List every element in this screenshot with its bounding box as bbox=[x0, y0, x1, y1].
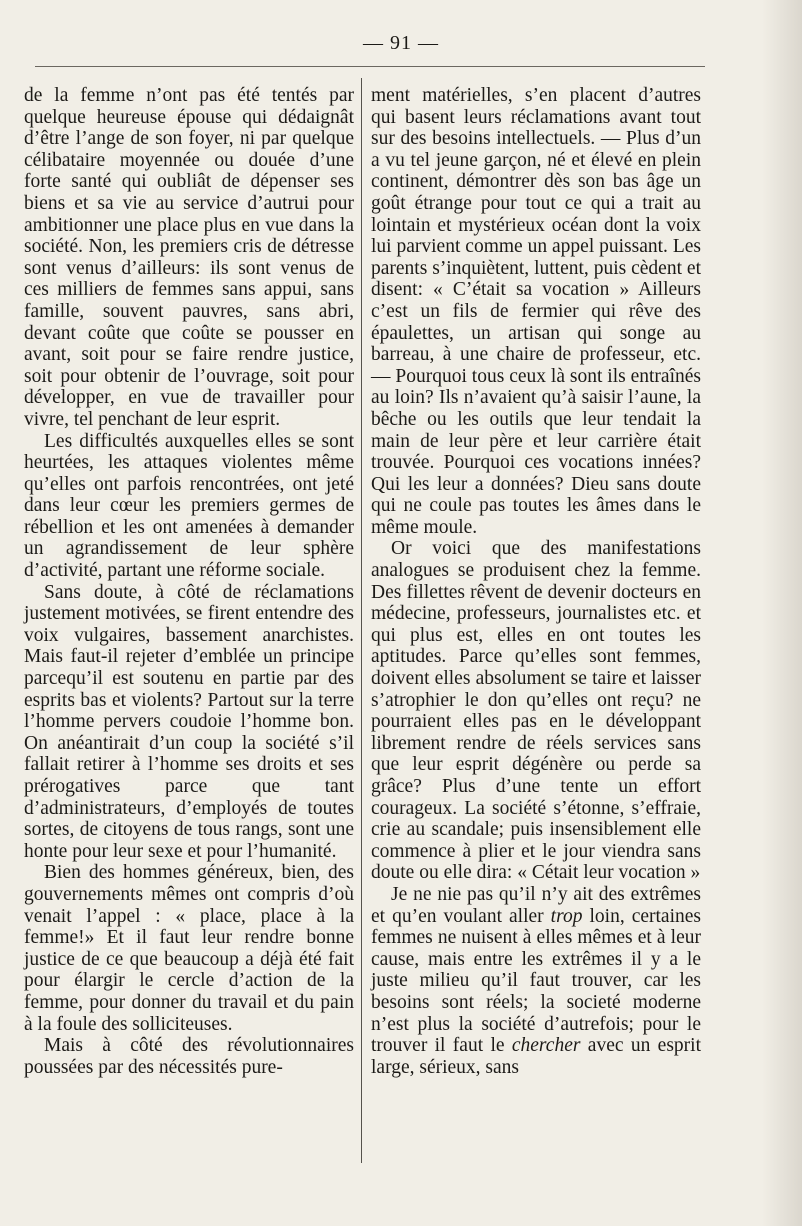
paragraph: Mais à côté des révolutionnaires poussées par des nécessités pure- bbox=[24, 1035, 354, 1078]
column-divider bbox=[361, 78, 362, 1163]
paragraph: Bien des hommes généreux, bien, des gouvernements mêmes ont compris d’où venait l’appel : « place, place à la femme!» Et il faut leur rendre bonne justice de ce que beaucoup a déjà été fait pour élargir le cercle d’action de la femme, pour donner du travail et du pain à la foule des solliciteuses. bbox=[24, 862, 354, 1035]
paragraph: Sans doute, à côté de réclamations justement motivées, se firent entendre des voix vulgaires, bassement anarchistes. Mais faut-il rejeter d’emblée un principe parcequ’il est soutenu en partie par des esprits bas et violents? Partout sur la terre l’homme pervers coudoie l’homme bon. On anéantirait d’un coup la société s’il fallait retirer à l’homme ses droits et ses prérogatives parce que tant d’administrateurs, d’employés de toutes sortes, de citoyens de tous rangs, sont une honte pour leur sexe et pour l’humanité. bbox=[24, 581, 354, 862]
page-edge-shading bbox=[762, 0, 802, 1226]
paragraph: Or voici que des manifestations analogues se produisent chez la femme. Des fillettes rêvent de devenir docteurs en médecine, professeurs, journalistes etc. et qui plus est, elles en ont toutes les aptitudes. Parce qu’elles sont femmes, doivent elles absolument se taire et laisser s’atrophier le don qu’elles ont reçu? ne pourraient elles pas en le développant librement rendre de réels services sans que leur esprit dégénère ou perde sa grâce? Plus d’une tente un effort courageux. La société s’étonne, s’effraie, crie au scandale; puis insensiblement elle commence à plier et le jour viendra sans doute ou elle dira: « Cétait leur vocation » bbox=[371, 538, 701, 884]
left-column bbox=[24, 85, 354, 1078]
italic-word: chercher bbox=[511, 1035, 581, 1057]
paragraph bbox=[371, 884, 701, 1078]
right-column bbox=[371, 85, 701, 1078]
italic-word: trop bbox=[550, 905, 583, 927]
paragraph: de la femme n’ont pas été tentés par quelque heureuse épouse qui dédaignât d’être l’ange de son foyer, ni par quelque célibataire moyennée ou douée d’une forte santé qui oubliât de dépenser ses biens et sa vie au service d’autrui pour ambitionner une place plus en vue dans la société. Non, les premiers cris de détresse sont venus d’ailleurs: ils sont venus de ces milliers de femmes sans appui, sans famille, souvent pauvres, sans abri, devant coûte que coûte se pousser en avant, soit pour se faire rendre justice, soit pour obtenir de l’ouvrage, soit pour développer, en vue de travailler pour vivre, tel penchant de leur esprit. bbox=[24, 85, 354, 430]
text-run: loin, certaines femmes ne nuisent à elles mêmes et à leur cause, mais entre les extrêmes il y a le juste milieu qu’il faut trouver, car les besoins sont réels; la societé moderne n’est plus la société d’autrefois; pour le trouver il faut le bbox=[371, 905, 701, 1057]
paragraph: ment matérielles, s’en placent d’autres qui basent leurs réclamations avant tout sur des besoins intellectuels. — Plus d’un a vu tel jeune garçon, né et élevé en plein continent, démontrer dès son bas âge un goût étrange pour tout ce qui a trait au lointain et mystérieux océan dont la voix lui parvient comme un appel puissant. Les parents s’inquiètent, luttent, puis cèdent et disent: « C’était sa vocation » Ailleurs c’est un fils de fermier qui rêve des épaulettes, un artisan qui songe au barreau, à une chaire de professeur, etc. — Pourquoi tous ceux là sont ils entraînés au loin? Ils n’avaient qu’à saisir l’aune, la bêche ou les outils que leur tendait la main de leur père et leur carrière était trouvée. Pourquoi ces vocations innées? Qui les leur a données? Dieu sans doute qui ne coule pas toutes les âmes dans le même moule. bbox=[371, 85, 701, 538]
page-number: — 91 — bbox=[363, 32, 439, 54]
header-rule bbox=[35, 66, 705, 67]
text-run: avec un esprit large, sérieux, sans bbox=[371, 1035, 701, 1078]
paragraph: Les difficultés auxquelles elles se sont heurtées, les attaques violentes même qu’elles ont parfois rencontrées, ont jeté dans leur cœur les premiers germes de rébellion et les ont amenées à demander un agrandissement de leur sphère d’activité, partant une réforme sociale. bbox=[24, 430, 354, 582]
text-run: Je ne nie pas qu’il n’y ait des extrêmes et qu’en voulant aller bbox=[371, 883, 701, 927]
